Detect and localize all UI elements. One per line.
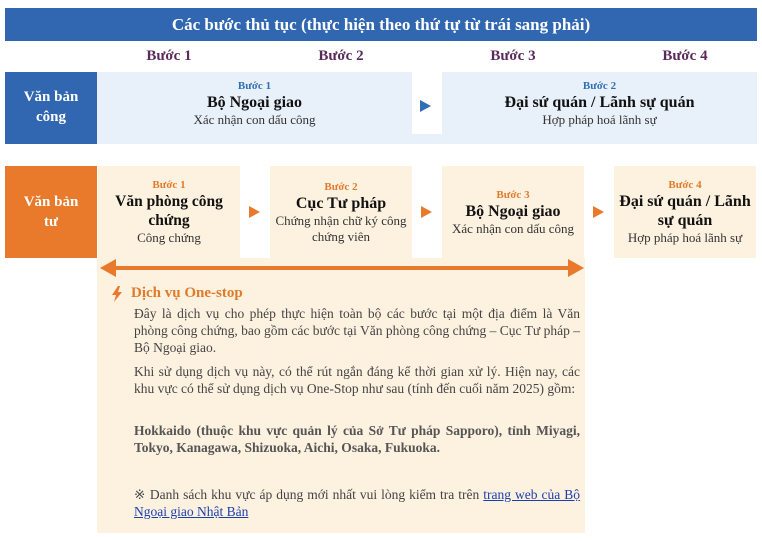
row-label-private xyxy=(5,166,97,258)
row-label-private-text: Văn bản tư xyxy=(23,194,79,230)
onestop-note xyxy=(134,486,580,520)
public-step-2-subtitle: Hợp pháp hoá lãnh sự xyxy=(542,111,657,127)
double-arrow-icon xyxy=(100,258,584,278)
public-step-2-title: Đại sứ quán / Lãnh sự quán xyxy=(504,93,695,111)
mofa-website-link[interactable]: trang web của Bộ Ngoại giao Nhật Bản xyxy=(134,487,581,519)
onestop-areas: Hokkaido (thuộc khu vực quản lý của Sở Tư pháp Sapporo), tỉnh Miyagi, Tokyo, Kanagawa, Shizuoka, Aichi, Osaka, Fukuoka. xyxy=(134,423,580,455)
step-header-4: Bước 4 xyxy=(662,47,708,64)
arrow-right-icon xyxy=(249,206,260,218)
private-step-3 xyxy=(442,166,584,258)
private-step-2-subtitle: Chứng nhận chữ ký công chứng viên xyxy=(275,212,407,244)
private-step-3-number: Bước 3 xyxy=(496,188,530,201)
step-header-3: Bước 3 xyxy=(490,47,536,64)
private-step-3-subtitle: Xác nhận con dấu công xyxy=(451,220,574,236)
onestop-paragraph-2: Khi sử dụng dịch vụ này, có thể rút ngắn đáng kể thời gian xử lý. Hiện nay, các khu vực có thể sử dụng dịch vụ One-Stop như sau (tính đến cuối năm 2025) gồm: xyxy=(134,364,580,396)
private-step-3-title: Bộ Ngoại giao xyxy=(465,202,561,220)
private-step-2-title: Cục Tư pháp xyxy=(295,194,387,212)
private-step-1 xyxy=(98,166,240,258)
public-step-2-number: Bước 2 xyxy=(582,79,617,92)
public-step-1-number: Bước 1 xyxy=(237,79,272,92)
header-title: Các bước thủ tục (thực hiện theo thứ tự từ trái sang phải) xyxy=(5,8,757,41)
public-step-1-subtitle: Xác nhận con dấu công xyxy=(193,111,316,127)
private-step-2 xyxy=(270,166,412,258)
arrow-right-icon xyxy=(420,100,431,112)
private-step-1-number: Bước 1 xyxy=(152,179,186,191)
onestop-note-text: ※ Danh sách khu vực áp dụng mới nhất vui lòng kiểm tra trên xyxy=(134,487,480,502)
onestop-paragraph-1: Đây là dịch vụ cho phép thực hiện toàn bộ các bước tại một địa điểm là Văn phòng công chứng, bao gồm các bước tại Văn phòng công chứng – Cục Tư pháp – Bộ Ngoại giao. xyxy=(134,306,580,355)
private-step-4-number: Bước 4 xyxy=(668,179,702,191)
public-row-underline xyxy=(5,142,97,144)
public-row-base xyxy=(97,134,757,144)
onestop-title: Dịch vụ One-stop xyxy=(131,285,243,301)
row-label-public-text: Văn bản công xyxy=(23,89,79,125)
private-step-2-number: Bước 2 xyxy=(324,180,358,193)
private-step-1-subtitle: Công chứng xyxy=(137,230,201,245)
arrow-right-icon xyxy=(593,206,604,218)
public-step-1-title: Bộ Ngoại giao xyxy=(206,93,303,111)
private-step-4-subtitle: Hợp pháp hoá lãnh sự xyxy=(627,230,743,245)
private-step-4 xyxy=(614,166,756,258)
public-step-1 xyxy=(97,72,412,134)
private-step-1-title: Văn phòng công chứng xyxy=(115,193,223,229)
private-step-4-title: Đại sứ quán / Lãnh sự quán xyxy=(619,193,751,229)
arrow-right-icon xyxy=(421,206,432,218)
row-label-public xyxy=(5,72,97,142)
step-header-1: Bước 1 xyxy=(146,47,192,64)
public-step-2 xyxy=(442,72,757,134)
lightning-icon xyxy=(111,286,123,302)
step-header-2: Bước 2 xyxy=(318,47,364,64)
